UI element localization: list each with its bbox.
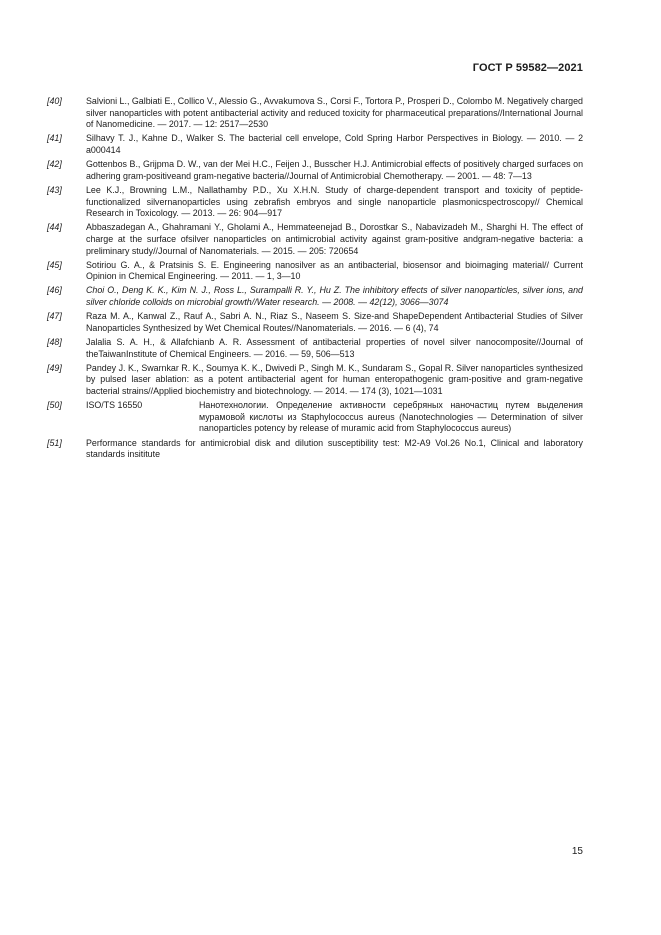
reference-number: [46] [47, 285, 62, 296]
reference-number: [50] [47, 400, 62, 411]
reference-item-50 [47, 400, 583, 435]
reference-item-51 [47, 438, 583, 461]
standard-description: Нанотехнологии. Определение активности серебряных наночастиц путем выделения мурамовой кислоты из Staphylococcus aureus (Nanotechnologies — Determination of silver nanoparticles potency by release of muramic acid from Staphylococcus aureus) [199, 400, 583, 434]
reference-text: Choi O., Deng K. K., Kim N. J., Ross L., Surampalli R. Y., Hu Z. The inhibitory effects of silver nanoparticles, silver ions, and silver chloride colloids on microbial growth//Water research. — 2008. — 42(12), 3066—3074 [86, 285, 583, 308]
reference-text: Gottenbos B., Grijpma D. W., van der Mei H.C., Feijen J., Busscher H.J. Antimicrobial effects of positively charged surfaces on adhering gram-positiveand gram-negative bacteria//Journal of Antimicrobial Chemotherapy. — 2001. — 48: 7—13 [86, 159, 583, 181]
reference-number: [51] [47, 437, 62, 448]
reference-item-45 [47, 260, 583, 283]
reference-item-46 [47, 285, 583, 308]
reference-text: Silhavy T. J., Kahne D., Walker S. The bacterial cell envelope, Cold Spring Harbor Perspectives in Biology. — 2010. — 2 a000414 [86, 133, 583, 155]
reference-item-47 [47, 311, 583, 334]
reference-item-42 [47, 159, 583, 182]
reference-number: [43] [47, 184, 62, 195]
reference-number: [49] [47, 362, 62, 373]
reference-list [47, 96, 583, 463]
reference-item-48 [47, 337, 583, 360]
reference-text: Sotiriou G. A., & Pratsinis S. E. Engineering nanosilver as an antibacterial, biosensor and bioimaging material// Current Opinion in Chemical Engineering. — 2011. — 1, 3—10 [86, 259, 583, 282]
standard-code: ISO/TS 16550 [86, 400, 143, 411]
reference-text: Abbaszadegan A., Ghahramani Y., Gholami A., Hemmateenejad B., Dorostkar S., Nabavizadeh M., Sharghi H. The effect of charge at the surface ofsilver nanoparticles on antimicrobial activity against gram-positive andgram-negative bacteria: a preliminary study//Journal of Nanomaterials. — 2015. — 205: 720654 [86, 222, 583, 256]
reference-item-41 [47, 133, 583, 156]
reference-text: Salvioni L., Galbiati E., Collico V., Alessio G., Avvakumova S., Corsi F., Tortora P., Prosperi D., Colombo M. Negatively charged silver nanoparticles with potent antibacterial activity and reduced toxicity for pharmaceutical preparations//International Journal of Nanomedicine. — 2017. — 12: 2517—2530 [86, 96, 583, 130]
reference-text: Pandey J. K., Swarnkar R. K., Soumya K. K., Dwivedi P., Singh M. K., Sundaram S., Gopal R. Silver nanoparticles synthesized by pulsed laser ablation: as a potent antibacterial agent for human enteropathogenic gram-positive and gram-negative bacterial strains//Applied biochemistry and biotechnology. — 2014. — 174 (3), 1021—1031 [86, 362, 583, 396]
reference-number: [40] [47, 96, 62, 106]
reference-item-44 [47, 222, 583, 257]
reference-number: [47] [47, 311, 62, 322]
reference-text: Lee K.J., Browning L.M., Nallathamby P.D., Xu X.H.N. Study of charge-dependent transport and toxicity of peptide-functionalized silvernanoparticles using zebrafish embryos and single nanoparticle plasmonicspectroscopy// Chemical Research in Toxicology. — 2013. — 26: 904—917 [86, 184, 583, 219]
reference-item-40 [47, 96, 583, 131]
reference-text: Jalalia S. A. H., & Allafchianb A. R. Assessment of antibacterial properties of novel silver nanocomposite//Journal of theTaiwanInstitute of Chemical Engineers. — 2016. — 59, 506—513 [86, 337, 583, 359]
reference-text: Raza M. A., Kanwal Z., Rauf A., Sabri A. N., Riaz S., Naseem S. Size-and ShapeDependent Antibacterial Studies of Silver Nanoparticles Synthesized by Wet Chemical Routes//Nanomaterials. — 2016. — 6 (4), 74 [86, 311, 583, 333]
reference-number: [48] [47, 337, 62, 348]
reference-number: [42] [47, 159, 62, 170]
reference-item-49 [47, 363, 583, 398]
page-number: 15 [571, 846, 583, 857]
reference-item-43 [47, 185, 583, 220]
reference-text: Performance standards for antimicrobial disk and dilution susceptibility test: M2-A9 Vol.26 No.1, Clinical and laboratory standards insititute [86, 437, 583, 460]
reference-number: [45] [47, 259, 62, 270]
document-header: ГОСТ Р 59582—2021 [472, 62, 583, 74]
reference-number: [41] [47, 133, 62, 144]
reference-number: [44] [47, 222, 62, 233]
